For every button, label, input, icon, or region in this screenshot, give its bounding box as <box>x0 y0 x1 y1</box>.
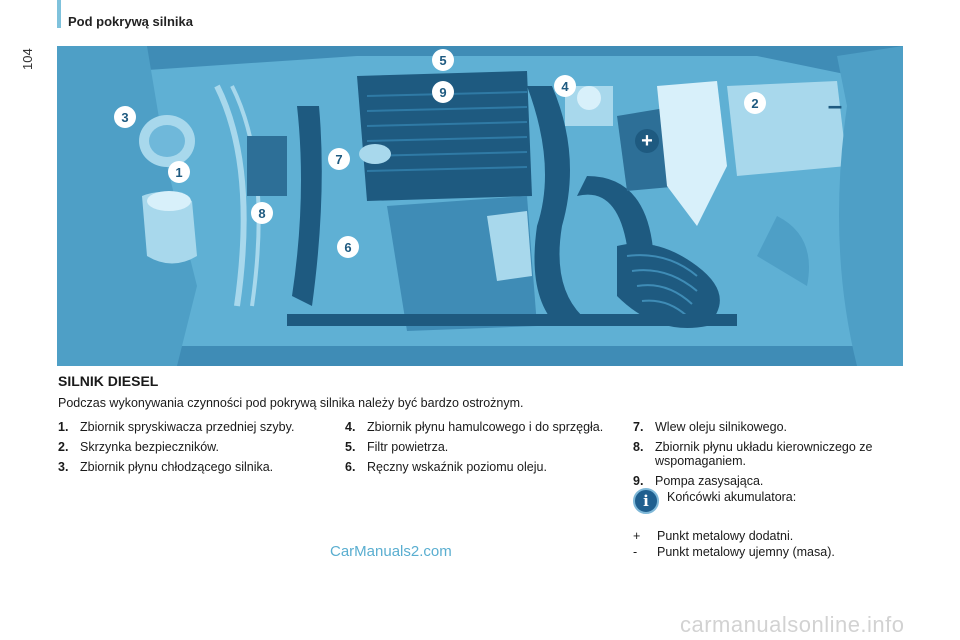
battery-terminal-list <box>633 528 835 560</box>
battery-minus-symbol: – <box>827 90 843 120</box>
svg-text:6: 6 <box>344 240 352 255</box>
info-note <box>633 488 796 514</box>
legend-text: Ręczny wskaźnik poziomu oleju. <box>367 460 547 474</box>
legend-number: 1. <box>58 420 69 434</box>
callout-9 <box>432 81 454 103</box>
callout-2 <box>744 92 766 114</box>
svg-text:8: 8 <box>258 206 266 221</box>
section-title: SILNIK DIESEL <box>58 373 159 389</box>
callout-4 <box>554 75 576 97</box>
terminal-symbol: - <box>633 545 638 559</box>
legend-item <box>633 474 913 488</box>
legend-number: 9. <box>633 474 644 488</box>
svg-text:9: 9 <box>439 85 447 100</box>
terminal-symbol: + <box>633 529 641 543</box>
page-number: 104 <box>20 48 35 70</box>
intro-text: Podczas wykonywania czynności pod pokrywą silnika należy być bardzo ostrożnym. <box>58 396 524 410</box>
legend-text: Skrzynka bezpieczników. <box>80 440 219 454</box>
legend-number: 8. <box>633 440 644 454</box>
legend-item <box>58 440 308 454</box>
engine-illustration <box>57 46 903 366</box>
legend-column-1 <box>58 420 308 480</box>
legend-column-2 <box>345 420 605 480</box>
legend-item <box>633 420 913 434</box>
callout-8 <box>251 202 273 224</box>
legend-item <box>633 440 913 468</box>
svg-text:7: 7 <box>335 152 343 167</box>
terminal-text: Punkt metalowy dodatni. <box>657 529 794 543</box>
legend-number: 2. <box>58 440 69 454</box>
legend-item <box>58 420 308 434</box>
callout-5 <box>432 49 454 71</box>
legend-item <box>345 460 605 474</box>
legend-item <box>345 420 605 434</box>
terminal-text: Punkt metalowy ujemny (masa). <box>657 545 835 559</box>
svg-text:1: 1 <box>175 165 183 180</box>
list-item <box>633 544 835 560</box>
list-item <box>633 528 835 544</box>
svg-text:3: 3 <box>121 110 129 125</box>
legend-number: 6. <box>345 460 356 474</box>
svg-text:2: 2 <box>751 96 759 111</box>
callout-3 <box>114 106 136 128</box>
page-header: Pod pokrywą silnika <box>68 14 193 29</box>
legend-text: Filtr powietrza. <box>367 440 449 454</box>
svg-text:4: 4 <box>561 79 569 94</box>
legend-number: 4. <box>345 420 356 434</box>
callout-7 <box>328 148 350 170</box>
legend-text: Zbiornik płynu hamulcowego i do sprzęgła. <box>367 420 604 434</box>
svg-text:5: 5 <box>439 53 447 68</box>
legend-item <box>345 440 605 454</box>
info-icon: i <box>633 488 659 514</box>
legend-text: Zbiornik spryskiwacza przedniej szyby. <box>80 420 295 434</box>
legend-text: Wlew oleju silnikowego. <box>655 420 788 434</box>
legend-text: Zbiornik płynu chłodzącego silnika. <box>80 460 274 474</box>
legend-number: 3. <box>58 460 69 474</box>
legend-text: Pompa zasysająca. <box>655 474 764 488</box>
legend-number: 7. <box>633 420 644 434</box>
callout-6 <box>337 236 359 258</box>
legend-item <box>58 460 308 474</box>
watermark-carmanuals2[interactable]: CarManuals2.com <box>330 543 452 560</box>
legend-column-3 <box>633 420 913 494</box>
callout-1 <box>168 161 190 183</box>
battery-plus-symbol: + <box>641 130 653 152</box>
info-text: Końcówki akumulatora: <box>667 490 797 504</box>
watermark-carmanualsonline: carmanualsonline.info <box>680 612 905 637</box>
legend-text: Zbiornik płynu układu kierowniczego ze wspomaganiem. <box>655 440 873 468</box>
header-bar <box>57 0 61 28</box>
legend-number: 5. <box>345 440 356 454</box>
